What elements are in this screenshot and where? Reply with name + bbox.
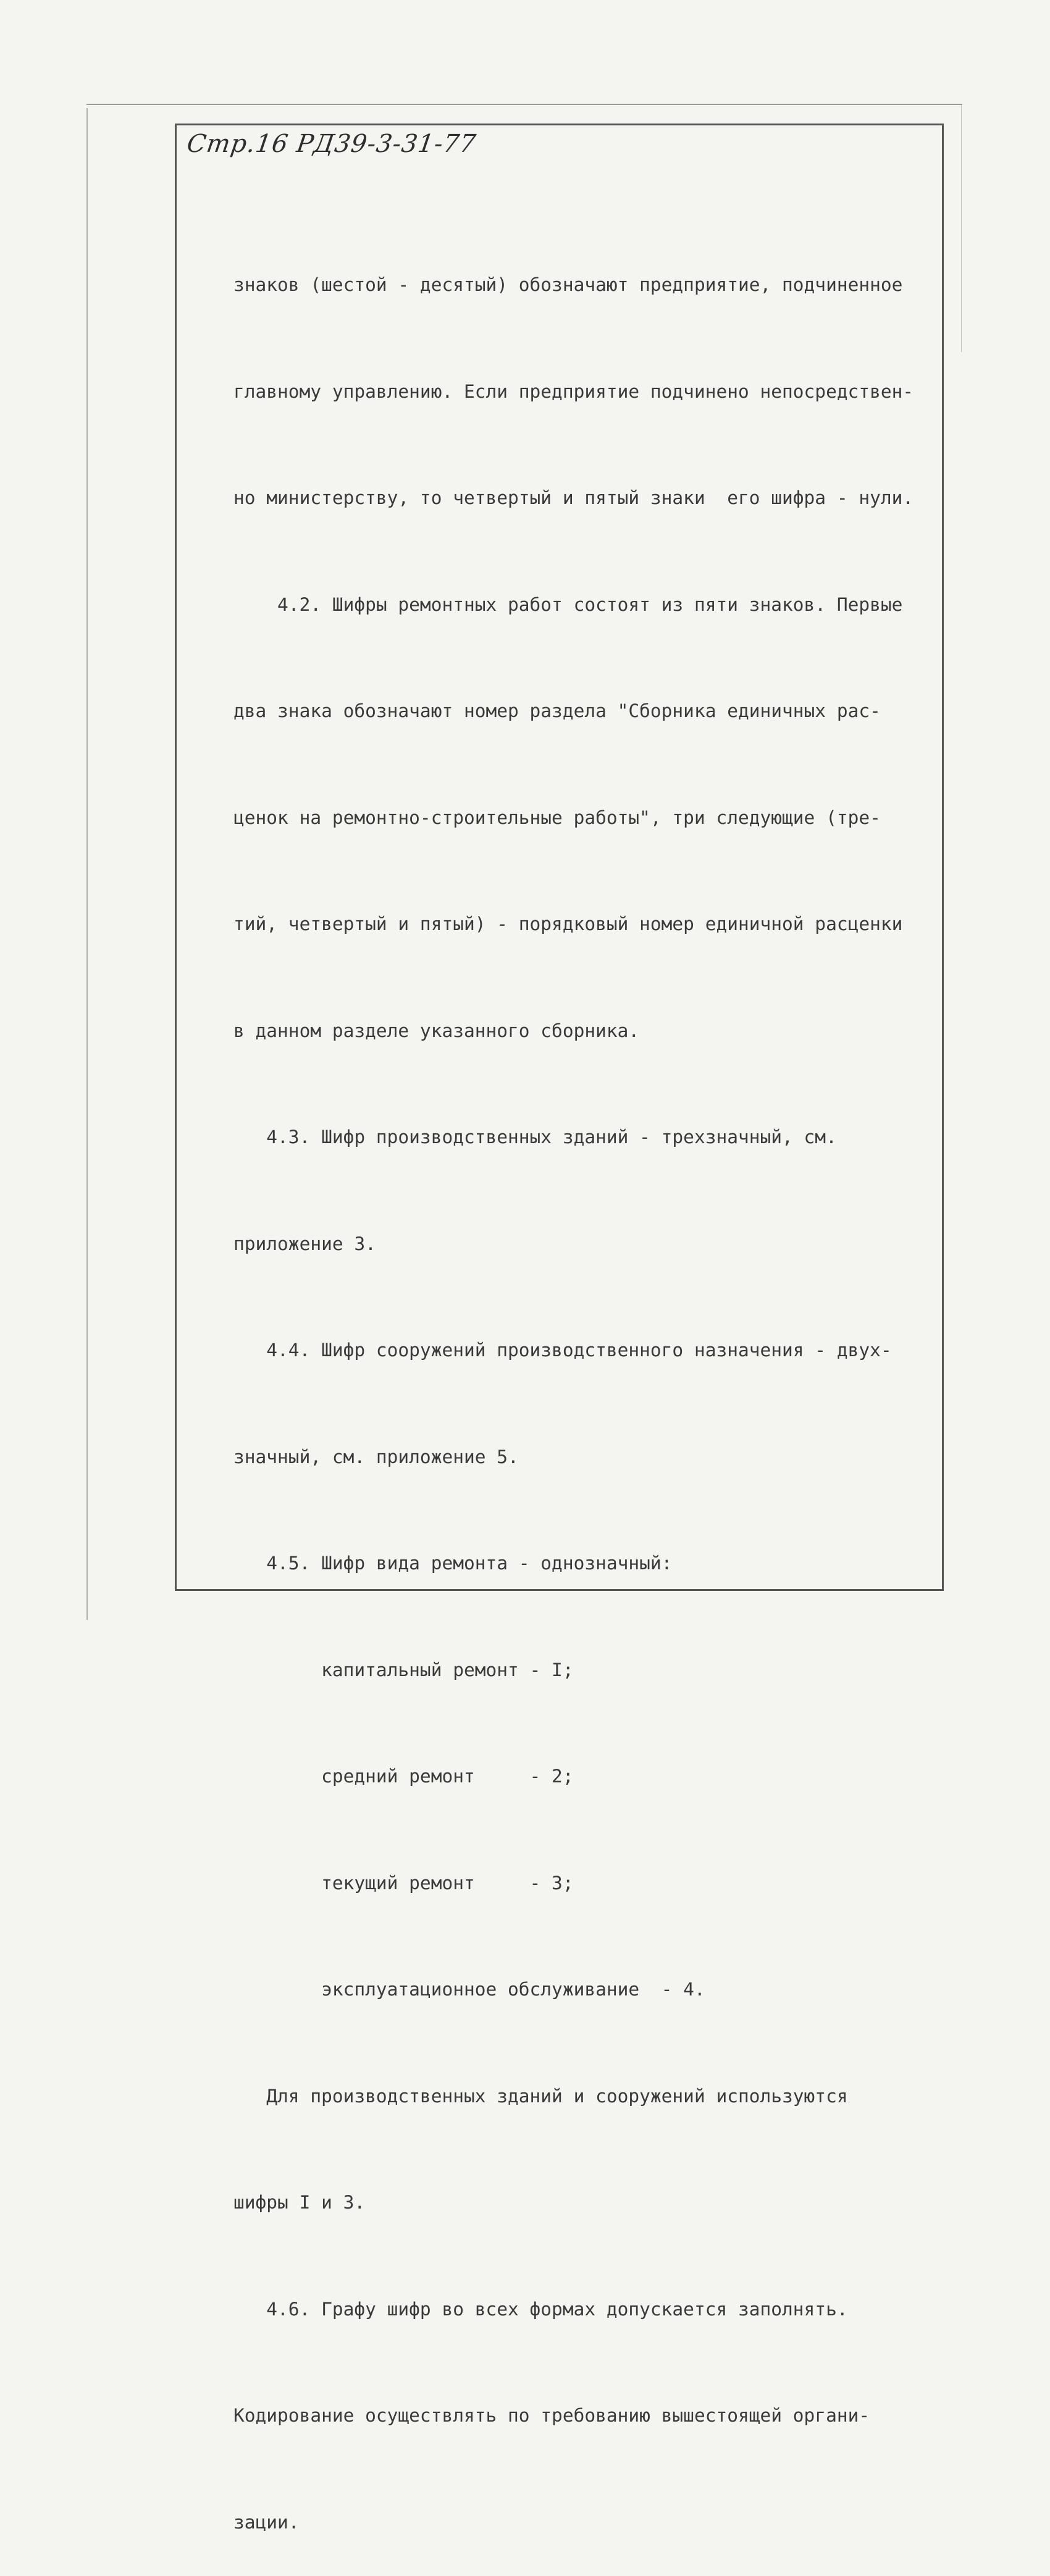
text-line: шифры I и 3. [233,2192,366,2213]
text-line: 4.4. Шифр сооружений производственного назначения - двух- [233,1340,892,1361]
text-line: знаков (шестой - десятый) обозначают предприятие, подчиненное [233,274,903,295]
document-body [233,196,925,2576]
text-line: но министерству, то четвертый и пятый знаки его шифра - нули. [233,487,914,508]
text-line: 4.3. Шифр производственных зданий - трехзначный, см. [233,1126,837,1147]
text-line: 4.2. Шифры ремонтных работ состоят из пяти знаков. Первые [233,594,903,615]
text-line: ценок на ремонтно-строительные работы", три следующие (тре- [233,807,881,828]
text-line: текущий ремонт - 3; [233,1872,574,1894]
text-line: приложение 3. [233,1233,376,1254]
outer-frame-right [961,105,962,352]
outer-frame-left [86,108,88,1620]
text-line: капитальный ремонт - I; [233,1659,574,1680]
text-line: в данном разделе указанного сборника. [233,1020,640,1041]
text-line: средний ремонт - 2; [233,1766,574,1787]
text-line: зации. [233,2511,300,2533]
text-line: главному управлению. Если предприятие подчинено непосредствен- [233,380,914,402]
text-line: Кодирование осуществлять по требованию вышестоящей органи- [233,2405,870,2426]
outer-frame-top [86,104,962,105]
text-line: значный, см. приложение 5. [233,1446,519,1467]
text-line: 4.6. Графу шифр во всех формах допускается заполнять. [233,2298,848,2320]
text-line: эксплуатационное обслуживание - 4. [233,1979,705,2000]
text-line: тий, четвертый и пятый) - порядковый номер единичной расценки [233,913,903,934]
page-header-code: Стр.16 РД39-3-31-77 [185,130,478,158]
text-line: два знака обозначают номер раздела "Сборника единичных рас- [233,700,881,721]
text-line: 4.5. Шифр вида ремонта - однозначный: [233,1553,673,1574]
text-line: Для производственных зданий и сооружений используются [233,2085,848,2107]
